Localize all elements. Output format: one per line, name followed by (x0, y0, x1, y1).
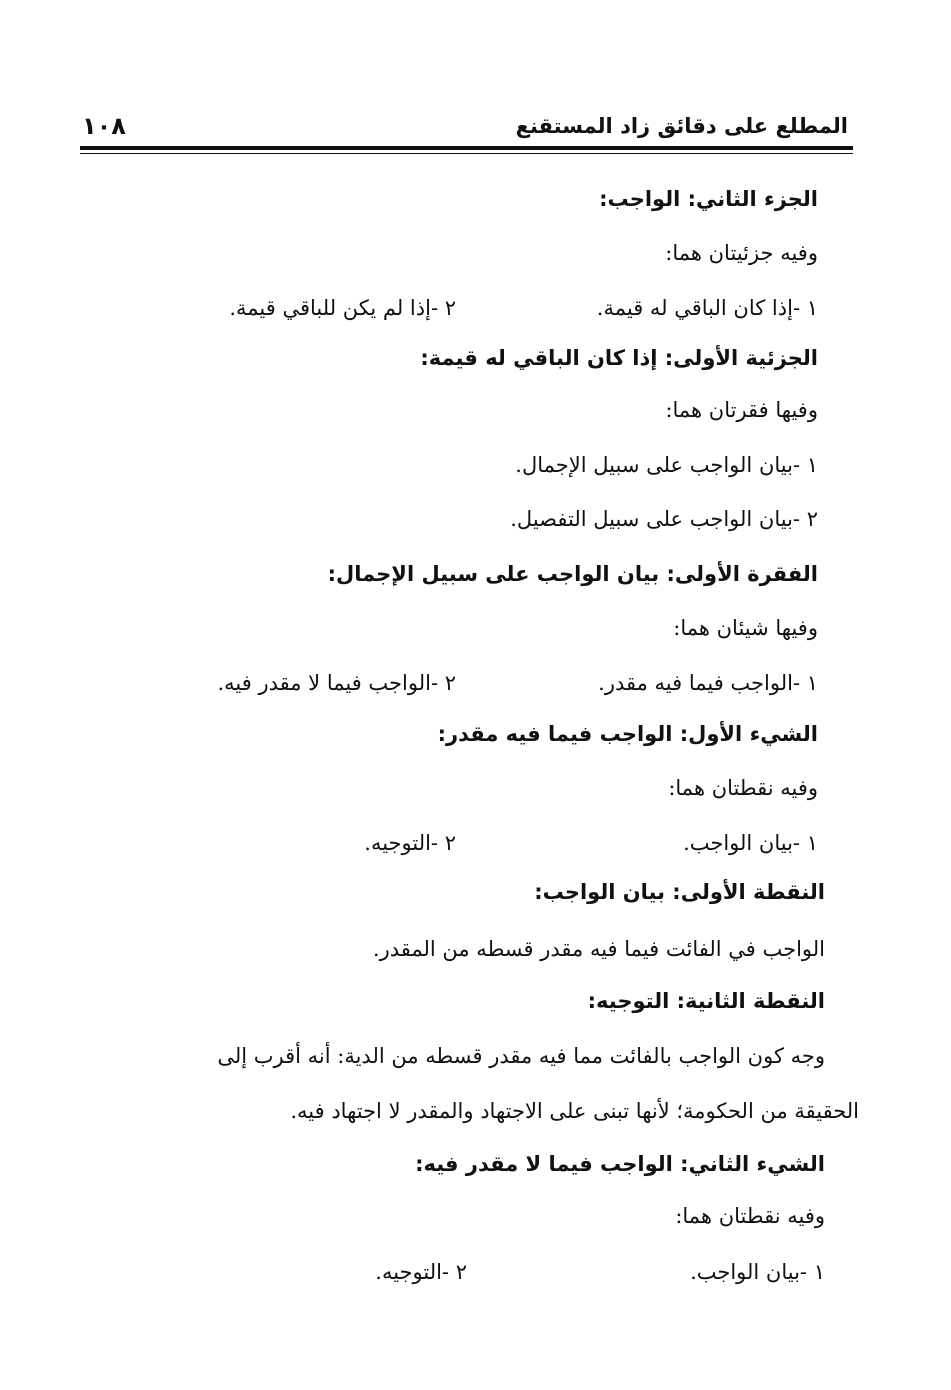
page-header (82, 112, 852, 144)
page-number: ١٠٨ (82, 112, 126, 140)
section-heading: الجزئية الأولى: إذا كان الباقي له قيمة: (420, 346, 818, 370)
list-item: ١ -بيان الواجب. (690, 1260, 825, 1284)
list-item: ٢ -إذا لم يكن للباقي قيمة. (229, 296, 456, 320)
paragraph: وفيها شيئان هما: (673, 616, 818, 640)
paragraph: الواجب في الفائت فيما فيه مقدر قسطه من المقدر. (372, 937, 825, 961)
section-heading: الجزء الثاني: الواجب: (599, 187, 818, 211)
list-item: ١ -الواجب فيما فيه مقدر. (598, 671, 818, 695)
header-rule-thick (80, 146, 853, 150)
list-item: ٢ -بيان الواجب على سبيل التفصيل. (510, 507, 818, 531)
list-item: ٢ -الواجب فيما لا مقدر فيه. (217, 671, 456, 695)
paragraph: وفيه نقطتان هما: (675, 1204, 825, 1228)
list-item: ٢ -التوجيه. (375, 1260, 467, 1284)
section-heading: الشيء الأول: الواجب فيما فيه مقدر: (437, 722, 818, 746)
paragraph: وجه كون الواجب بالفائت مما فيه مقدر قسطه من الدية: أنه أقرب إلى (217, 1044, 825, 1068)
paragraph: وفيه نقطتان هما: (668, 776, 818, 800)
section-heading: النقطة الثانية: التوجيه: (587, 989, 825, 1013)
list-item: ٢ -التوجيه. (364, 831, 456, 855)
section-heading: النقطة الأولى: بيان الواجب: (534, 880, 825, 904)
section-heading: الشيء الثاني: الواجب فيما لا مقدر فيه: (415, 1152, 825, 1176)
running-title: المطلع على دقائق زاد المستقنع (515, 114, 848, 138)
list-item: ١ -إذا كان الباقي له قيمة. (596, 296, 818, 320)
list-item: ١ -بيان الواجب على سبيل الإجمال. (515, 453, 818, 477)
paragraph: الحقيقة من الحكومة؛ لأنها تبنى على الاجتهاد والمقدر لا اجتهاد فيه. (290, 1099, 859, 1123)
paragraph: وفيه جزئيتان هما: (665, 241, 818, 265)
section-heading: الفقرة الأولى: بيان الواجب على سبيل الإجمال: (327, 562, 818, 586)
paragraph: وفيها فقرتان هما: (665, 398, 818, 422)
header-rule-thin (80, 153, 853, 154)
list-item: ١ -بيان الواجب. (683, 831, 818, 855)
